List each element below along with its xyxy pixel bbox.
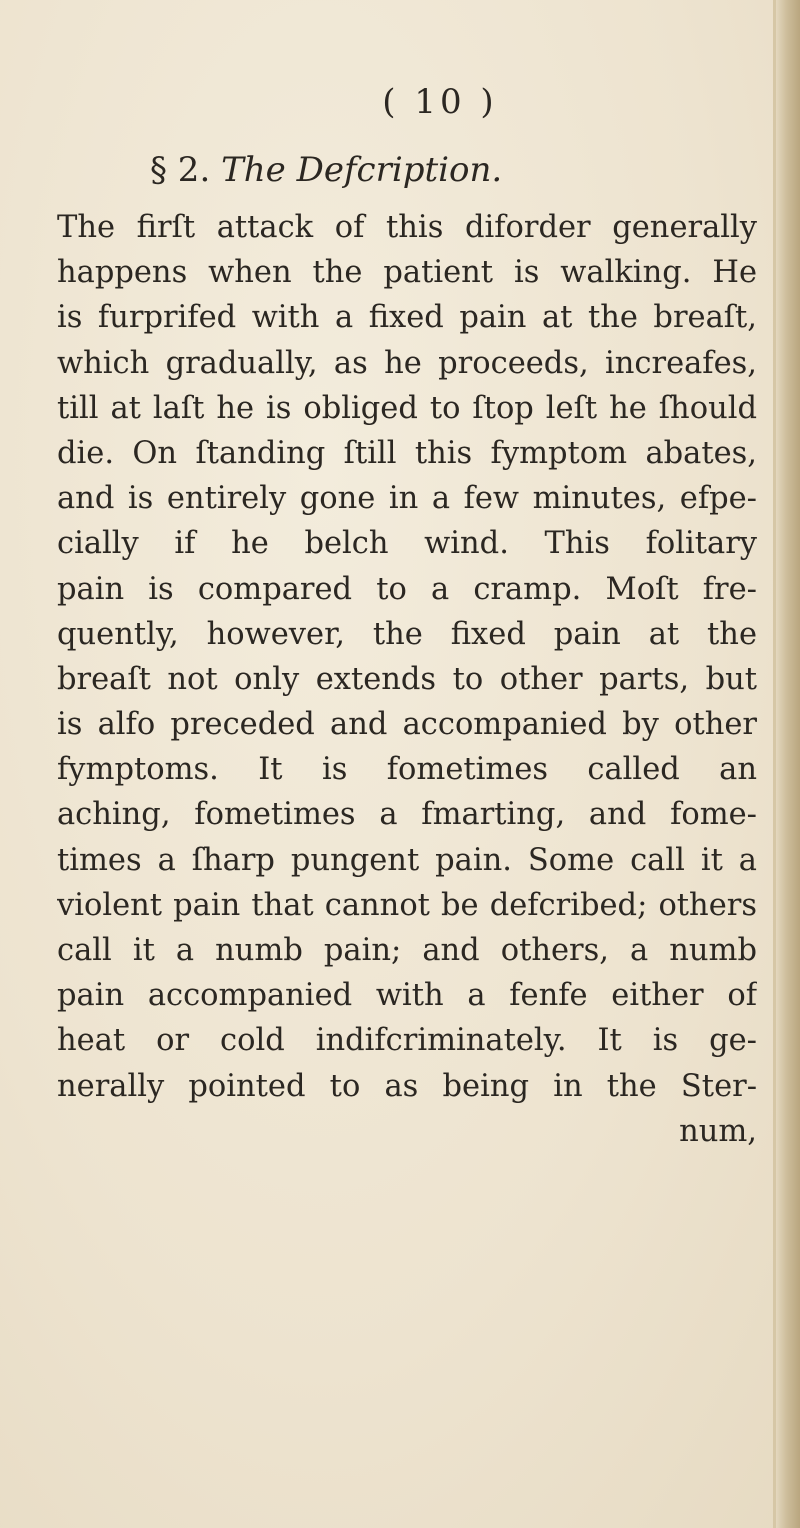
text-line: quently, however, the fixed pain at the — [57, 616, 757, 652]
text-line: The firſt attack of this diforder generally — [57, 210, 757, 245]
text-line: fymptoms. It is fometimes called an — [57, 752, 757, 788]
text-line: die. On ſtanding ſtill this fymptom abates, — [57, 435, 757, 471]
text-line: pain accompanied with a fenfe either of — [57, 978, 757, 1014]
text-line: pain is compared to a cramp. Moſt fre- — [57, 571, 757, 607]
catchword: num, — [679, 1113, 757, 1149]
body-text — [57, 205, 757, 1154]
text-line: is furprifed with a fixed pain at the breaſt, — [57, 300, 757, 336]
text-line: times a ſharp pungent pain. Some call it a — [57, 842, 757, 878]
text-line: call it a numb pain; and others, a numb — [57, 933, 757, 968]
text-line: heat or cold indifcriminately. It is ge- — [57, 1023, 757, 1059]
text-line: aching, fometimes a fmarting, and fome- — [57, 797, 757, 833]
text-line: and is entirely gone in a few minutes, efpe- — [57, 481, 757, 517]
text-line: happens when the patient is walking. He — [57, 255, 757, 291]
book-gutter — [776, 0, 800, 1528]
text-line: is alfo preceded and accompanied by other — [57, 707, 757, 743]
page-number: ( 10 ) — [382, 82, 498, 122]
text-line: nerally pointed to as being in the Ster- — [57, 1068, 757, 1104]
text-line: breaſt not only extends to other parts, but — [57, 661, 757, 697]
section-number: § 2. — [150, 150, 211, 190]
section-title: The Defcription. — [221, 150, 503, 190]
text-line: which gradually, as he proceeds, increafes, — [57, 345, 757, 381]
text-line: till at laſt he is obliged to ſtop leſt he ſhould — [57, 390, 757, 426]
section-heading — [150, 150, 670, 190]
text-line: cially if he belch wind. This folitary — [57, 526, 757, 562]
text-line: violent pain that cannot be defcribed; others — [57, 887, 757, 923]
